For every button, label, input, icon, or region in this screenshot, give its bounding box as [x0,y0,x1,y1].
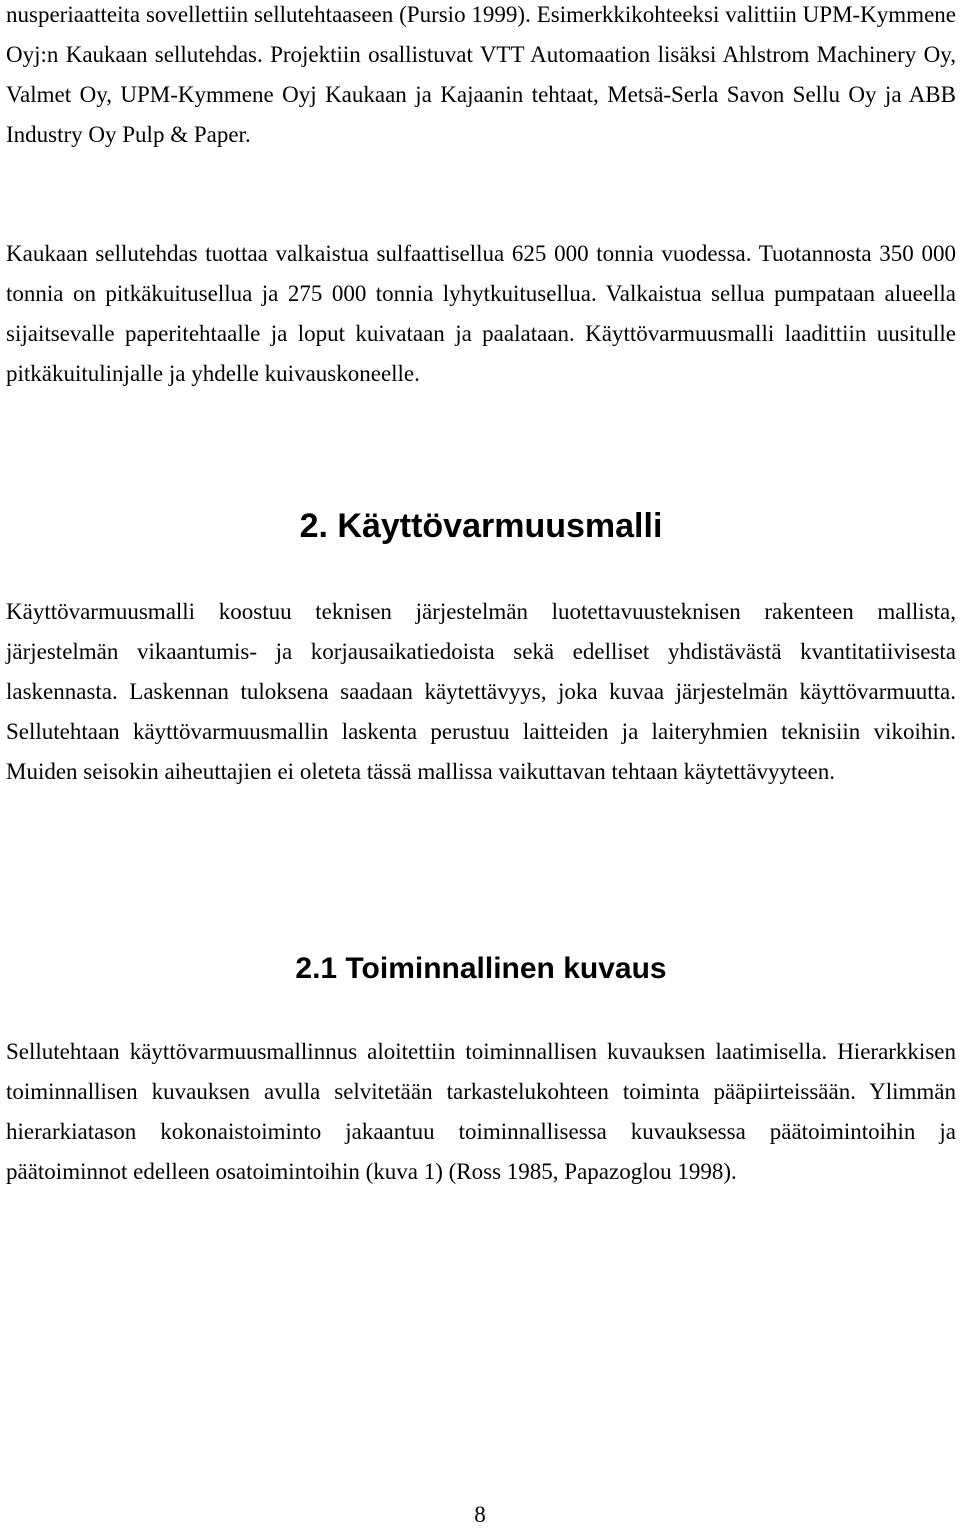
section-2-1-heading: 2.1 Toiminnallinen kuvaus [295,952,667,985]
kaukaa-description-paragraph: Kaukaan sellutehdas tuottaa valkaistua sulfaattisellua 625 000 tonnia vuodessa. Tuotannosta 350 000 tonnia on pitkäkuitusellua ja 275 000 tonnia lyhytkuitusellua. Valkaistua sellua pumpataan alueella sijaitsevalle paperitehtaalle ja loput kuivataan ja paalataan. Käyttövarmuusmalli laadittiin uusitulle pitkäkuitulinjalle ja yhdelle kuivauskoneelle. [6,241,956,386]
section-2-body-paragraph: Käyttövarmuusmalli koostuu teknisen järjestelmän luotettavuusteknisen rakenteen mallista, järjestelmän vikaantumis- ja korjausaikatiedoista sekä edelliset yhdistävästä kvantitatiivisesta laskennasta. Laskennan tuloksena saadaan käytettävyys, joka kuvaa järjestelmän käyttövarmuutta. Sellutehtaan käyttövarmuusmallin laskenta perustuu laitteiden ja laiteryhmien teknisiin vikoihin. Muiden seisokin aiheuttajien ei oleteta tässä mallissa vaikuttavan tehtaan käytettävyyteen. [6,599,956,784]
section-2-heading: 2. Käyttövarmuusmalli [299,507,663,545]
intro-continuation-paragraph: nusperiaatteita sovellettiin sellutehtaaseen (Pursio 1999). Esimerkkikohteeksi valittiin UPM-Kymmene Oyj:n Kaukaan sellutehdas. Projektiin osallistuvat VTT Automaation lisäksi Ahlstrom Machinery Oy, Valmet Oy, UPM-Kymmene Oyj Kaukaan ja Kajaanin tehtaat, Metsä-Serla Savon Sellu Oy ja ABB Industry Oy Pulp & Paper. [6,2,956,147]
page-number: 8 [474,1502,486,1527]
section-2-1-body-paragraph: Sellutehtaan käyttövarmuusmallinnus aloitettiin toiminnallisen kuvauksen laatimisella. Hierarkkisen toiminnallisen kuvauksen avulla selvitetään tarkastelukohteen toiminta pääpiirteissään. Ylimmän hierarkiatason kokonaistoiminto jakaantuu toiminnallisessa kuvauksessa päätoimintoihin ja päätoiminnot edelleen osatoimintoihin (kuva 1) (Ross 1985, Papazoglou 1998). [6,1039,956,1184]
